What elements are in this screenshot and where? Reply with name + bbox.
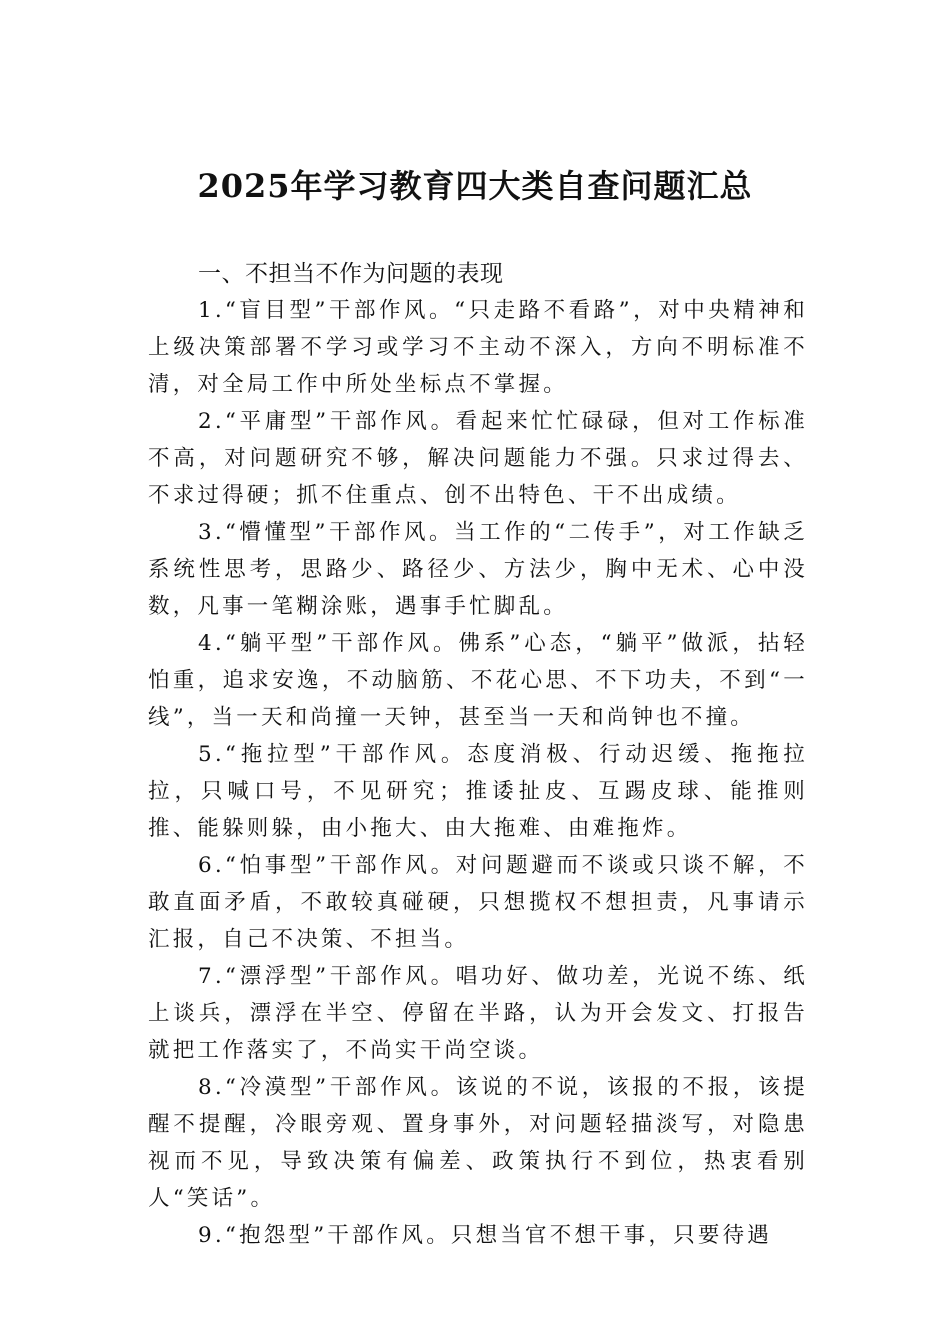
paragraph-5: 5.“拖拉型”干部作风。态度消极、行动迟缓、拖拖拉拉，只喊口号，不见研究；推诿扯皮、互踢皮球、能推则推、能躲则躲，由小拖大、由大拖难、由难拖炸。: [148, 742, 808, 841]
paragraph-8: 8.“冷漠型”干部作风。该说的不说，该报的不报，该提醒不提醒，冷眼旁观、置身事外，对问题轻描淡写，对隐患视而不见，导致决策有偏差、政策执行不到位，热衷看别人“笑话”。: [148, 1075, 808, 1211]
paragraph-1: 1.“盲目型”干部作风。“只走路不看路”，对中央精神和上级决策部署不学习或学习不主动不深入，方向不明标准不清，对全局工作中所处坐标点不掌握。: [148, 298, 808, 397]
paragraph-3: 3.“懵懂型”干部作风。当工作的“二传手”，对工作缺乏系统性思考，思路少、路径少、方法少，胸中无术、心中没数，凡事一笔糊涂账，遇事手忙脚乱。: [148, 520, 808, 619]
paragraph-6: 6.“怕事型”干部作风。对问题避而不谈或只谈不解，不敢直面矛盾，不敢较真碰硬，只想揽权不想担责，凡事请示汇报，自己不决策、不担当。: [148, 853, 808, 952]
paragraph-7: 7.“漂浮型”干部作风。唱功好、做功差，光说不练、纸上谈兵，漂浮在半空、停留在半路，认为开会发文、打报告就把工作落实了，不尚实干尚空谈。: [148, 964, 808, 1063]
paragraph-2: 2.“平庸型”干部作风。看起来忙忙碌碌，但对工作标准不高，对问题研究不够，解决问题能力不强。只求过得去、不求过得硬；抓不住重点、创不出特色、干不出成绩。: [148, 409, 808, 508]
document-title: 2025年学习教育四大类自查问题汇总: [197, 167, 753, 205]
paragraph-4: 4.“躺平型”干部作风。佛系”心态，“躺平”做派，拈轻怕重，追求安逸，不动脑筋、不花心思、不下功夫，不到“一线”，当一天和尚撞一天钟，甚至当一天和尚钟也不撞。: [148, 631, 808, 730]
section-heading: 一、不担当不作为问题的表现: [198, 261, 504, 287]
paragraph-9: 9.“抱怨型”干部作风。只想当官不想干事，只要待遇: [198, 1223, 772, 1248]
document-body: [148, 292, 808, 1254]
